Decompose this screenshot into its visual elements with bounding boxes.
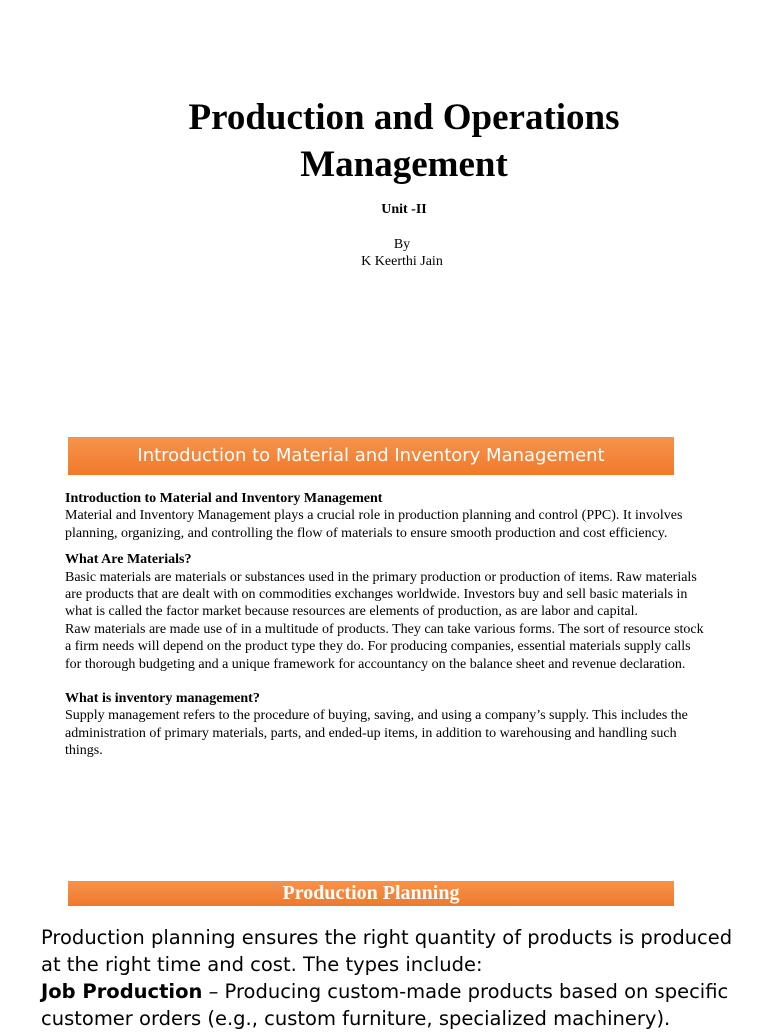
author-name: K Keerthi Jain bbox=[361, 254, 443, 269]
materials-section-body bbox=[65, 490, 710, 760]
section-banner-production-planning: Production Planning bbox=[68, 881, 674, 906]
unit-label: Unit -II bbox=[381, 202, 427, 217]
intro-heading: Introduction to Material and Inventory Management bbox=[65, 491, 383, 506]
job-production-term: Job Production bbox=[41, 980, 203, 1003]
document-title bbox=[0, 94, 768, 188]
by-label: By bbox=[393, 237, 411, 252]
materials-paragraph-2: Raw materials are made use of in a multitude of products. They can take various forms. The sort of resource stock a firm needs will depend on the product type they do. For producing companies, essential materials supply calls for thorough budgeting and a unique framework for accountancy on the balance sheet and revenue declaration. bbox=[65, 621, 704, 672]
byline bbox=[0, 236, 768, 270]
section-banner-materials: Introduction to Material and Inventory Management bbox=[68, 437, 674, 475]
inventory-paragraph: Supply management refers to the procedure of buying, saving, and using a company’s supply. This includes the administration of primary materials, parts, and ended-up items, in addition to warehousing and handling such things. bbox=[65, 708, 688, 759]
materials-paragraph-1: Basic materials are materials or substances used in the primary production or production of items. Raw materials are products that are dealt with on commodities exchanges worldwide. Investors buy and sell basic materials in what is called the factor market because resources are elements of production, as are labor and capital. bbox=[65, 569, 697, 620]
production-planning-body bbox=[41, 924, 741, 1032]
job-production-description: – Producing custom-made products based on specific customer orders (e.g., custom furniture, specialized machinery). bbox=[41, 980, 729, 1030]
intro-paragraph: Material and Inventory Management plays a crucial role in production planning and control (PPC). It involves planning, organizing, and controlling the flow of materials to ensure smooth production and cost efficiency. bbox=[65, 508, 683, 541]
inventory-heading: What is inventory management? bbox=[65, 691, 260, 707]
production-planning-intro: Production planning ensures the right quantity of products is produced at the right time and cost. The types include: bbox=[41, 926, 733, 976]
title-line-2: Management bbox=[300, 144, 508, 185]
title-line-1: Production and Operations bbox=[188, 97, 620, 138]
materials-heading: What Are Materials? bbox=[65, 552, 192, 568]
